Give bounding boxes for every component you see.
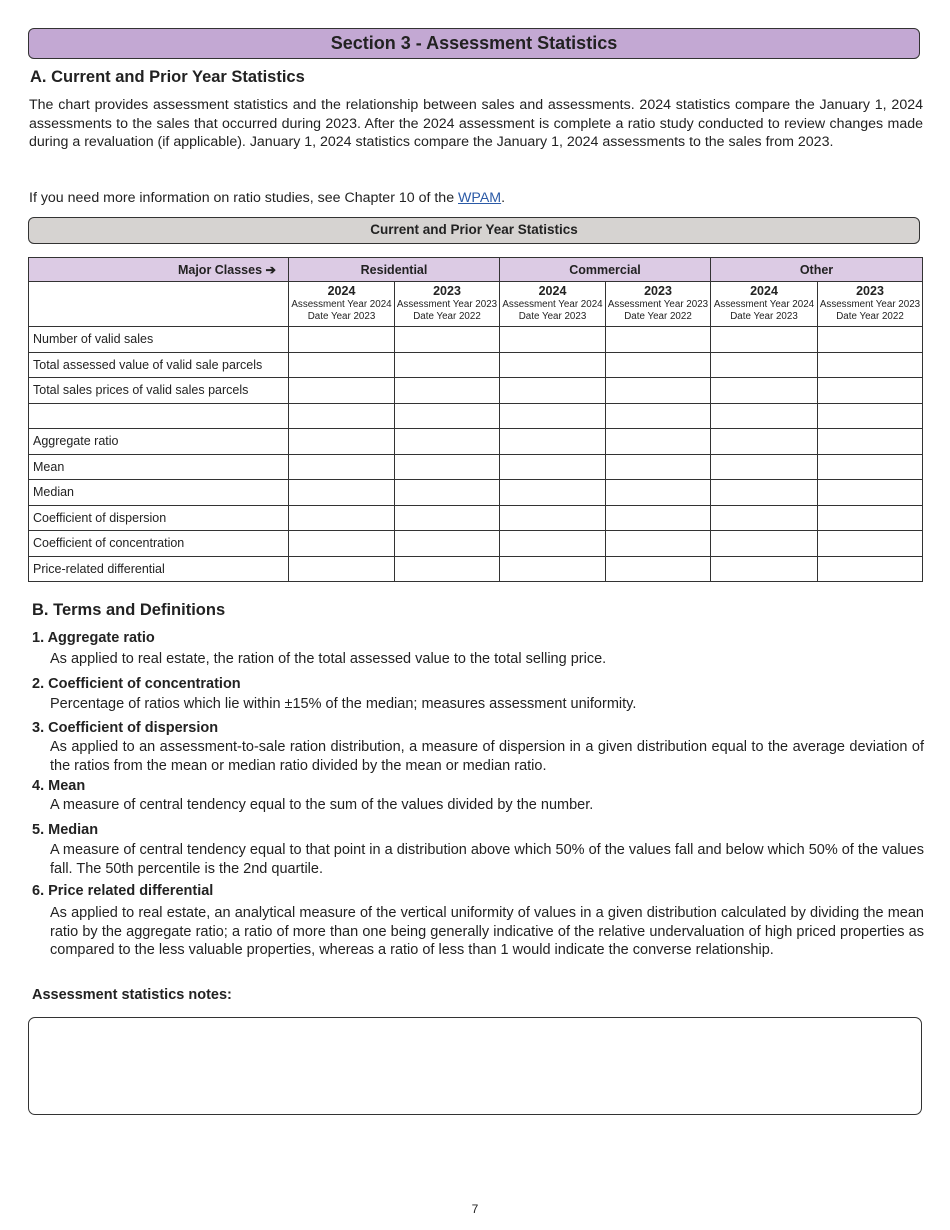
value-cell[interactable] [289,480,395,506]
table-row [29,505,923,531]
value-cell[interactable] [395,327,500,353]
value-cell[interactable] [395,454,500,480]
value-cell[interactable] [500,480,606,506]
term-title: 1. Aggregate ratio [32,630,155,646]
more-info-line [29,189,923,208]
row-label [29,403,289,429]
term-text: As applied to real estate, an analytical measure of the vertical uniformity of values in a given distribution calculated by dividing the mean ratio by the aggregate ratio; a ratio of more than one being generally indicative of the relative undervaluation of high priced properties as compared to the less valuable properties, whereas a ratio of less than 1 would indicate the converse relationship. [50,905,924,959]
value-cell[interactable] [289,403,395,429]
value-cell[interactable] [606,454,711,480]
table-row [29,378,923,404]
intro-paragraph: The chart provides assessment statistics and the relationship between sales and assessments. 2024 statistics compare the January 1, 2024 assessments to the sales that occurred during 2023. After the 2024 assessment is complete a ratio study conducted to review changes made during a revaluation (if applicable). January 1, 2024 statistics compare the January 1, 2024 assessments to the sales from 2023. [29,97,923,151]
row-label: Total sales prices of valid sales parcels [29,378,289,404]
value-cell[interactable] [711,403,818,429]
value-cell[interactable] [395,429,500,455]
value-cell[interactable] [500,327,606,353]
value-cell[interactable] [606,531,711,557]
term-title: 6. Price related differential [32,883,214,899]
value-cell[interactable] [289,505,395,531]
row-label: Coefficient of dispersion [29,505,289,531]
term-title: 3. Coefficient of dispersion [32,720,219,736]
part-a-heading: A. Current and Prior Year Statistics [30,68,305,86]
value-cell[interactable] [500,403,606,429]
value-cell[interactable] [289,378,395,404]
table-row [29,352,923,378]
row-label: Number of valid sales [29,327,289,353]
part-b-heading: B. Terms and Definitions [32,601,226,619]
year-header: 2023 Assessment Year 2023 Date Year 2022 [606,282,711,327]
class-header-row [29,258,923,282]
value-cell[interactable] [818,454,923,480]
value-cell[interactable] [289,454,395,480]
row-label: Coefficient of concentration [29,531,289,557]
value-cell[interactable] [711,378,818,404]
table-row [29,480,923,506]
value-cell[interactable] [606,556,711,582]
table-row [29,454,923,480]
value-cell[interactable] [606,403,711,429]
notes-label: Assessment statistics notes: [32,987,232,1003]
value-cell[interactable] [500,352,606,378]
value-cell[interactable] [606,505,711,531]
value-cell[interactable] [289,352,395,378]
term-title: 4. Mean [32,778,86,794]
value-cell[interactable] [818,531,923,557]
statistics-table [28,257,923,582]
value-cell[interactable] [289,531,395,557]
value-cell[interactable] [289,327,395,353]
major-classes-label: Major Classes ➔ [29,258,289,282]
value-cell[interactable] [395,403,500,429]
value-cell[interactable] [395,556,500,582]
row-label: Aggregate ratio [29,429,289,455]
year-header-blank [29,282,289,327]
table-row [29,556,923,582]
table-row [29,531,923,557]
row-label: Total assessed value of valid sale parcels [29,352,289,378]
value-cell[interactable] [711,480,818,506]
value-cell[interactable] [500,378,606,404]
value-cell[interactable] [711,505,818,531]
table-row [29,327,923,353]
year-header: 2024 Assessment Year 2024 Date Year 2023 [711,282,818,327]
value-cell[interactable] [818,378,923,404]
value-cell[interactable] [500,429,606,455]
value-cell[interactable] [818,480,923,506]
value-cell[interactable] [606,327,711,353]
row-label: Median [29,480,289,506]
row-label: Mean [29,454,289,480]
value-cell[interactable] [395,378,500,404]
value-cell[interactable] [395,352,500,378]
value-cell[interactable] [289,429,395,455]
class-residential: Residential [289,258,500,282]
value-cell[interactable] [500,454,606,480]
value-cell[interactable] [606,378,711,404]
term-text: A measure of central tendency equal to that point in a distribution above which 50% of the values fall and below which 50% of the values fall. The 50th percentile is the 2nd quartile. [50,842,924,877]
value-cell[interactable] [818,352,923,378]
table-title: Current and Prior Year Statistics [28,217,920,244]
value-cell[interactable] [606,352,711,378]
value-cell[interactable] [500,531,606,557]
term-title: 5. Median [32,822,99,838]
value-cell[interactable] [606,480,711,506]
class-commercial: Commercial [500,258,711,282]
value-cell[interactable] [606,429,711,455]
value-cell[interactable] [395,531,500,557]
value-cell[interactable] [289,556,395,582]
value-cell[interactable] [395,480,500,506]
term-text: As applied to real estate, the ration of the total assessed value to the total selling price. [50,651,607,667]
class-other: Other [711,258,923,282]
value-cell[interactable] [818,429,923,455]
value-cell[interactable] [818,505,923,531]
wpam-link[interactable]: WPAM [458,190,502,206]
value-cell[interactable] [711,531,818,557]
value-cell[interactable] [711,429,818,455]
term-text: Percentage of ratios which lie within ±15% of the median; measures assessment uniformity. [50,696,637,712]
year-header-row [29,282,923,327]
table-row [29,429,923,455]
value-cell[interactable] [711,454,818,480]
table-row [29,403,923,429]
year-header: 2024 Assessment Year 2024 Date Year 2023 [289,282,395,327]
more-info-prefix: If you need more information on ratio studies, see Chapter 10 of the [29,190,459,206]
value-cell[interactable] [818,403,923,429]
term-text: As applied to an assessment-to-sale ration distribution, a measure of dispersion in a given distribution equal to the average deviation of the ratios from the mean or median ratio divided by the mean or median ratio. [50,739,924,774]
row-label: Price-related differential [29,556,289,582]
year-header: 2023 Assessment Year 2023 Date Year 2022 [395,282,500,327]
term-text: A measure of central tendency equal to the sum of the values divided by the number. [50,797,594,813]
value-cell[interactable] [711,352,818,378]
value-cell[interactable] [500,556,606,582]
section-title: Section 3 - Assessment Statistics [28,28,920,59]
page-number: 7 [471,1202,479,1216]
more-info-suffix: . [501,190,506,206]
year-header: 2024 Assessment Year 2024 Date Year 2023 [500,282,606,327]
term-title: 2. Coefficient of concentration [32,676,241,692]
notes-box[interactable] [28,1017,922,1115]
value-cell[interactable] [711,556,818,582]
year-header: 2023 Assessment Year 2023 Date Year 2022 [818,282,923,327]
value-cell[interactable] [818,327,923,353]
value-cell[interactable] [818,556,923,582]
value-cell[interactable] [711,327,818,353]
value-cell[interactable] [395,505,500,531]
value-cell[interactable] [500,505,606,531]
